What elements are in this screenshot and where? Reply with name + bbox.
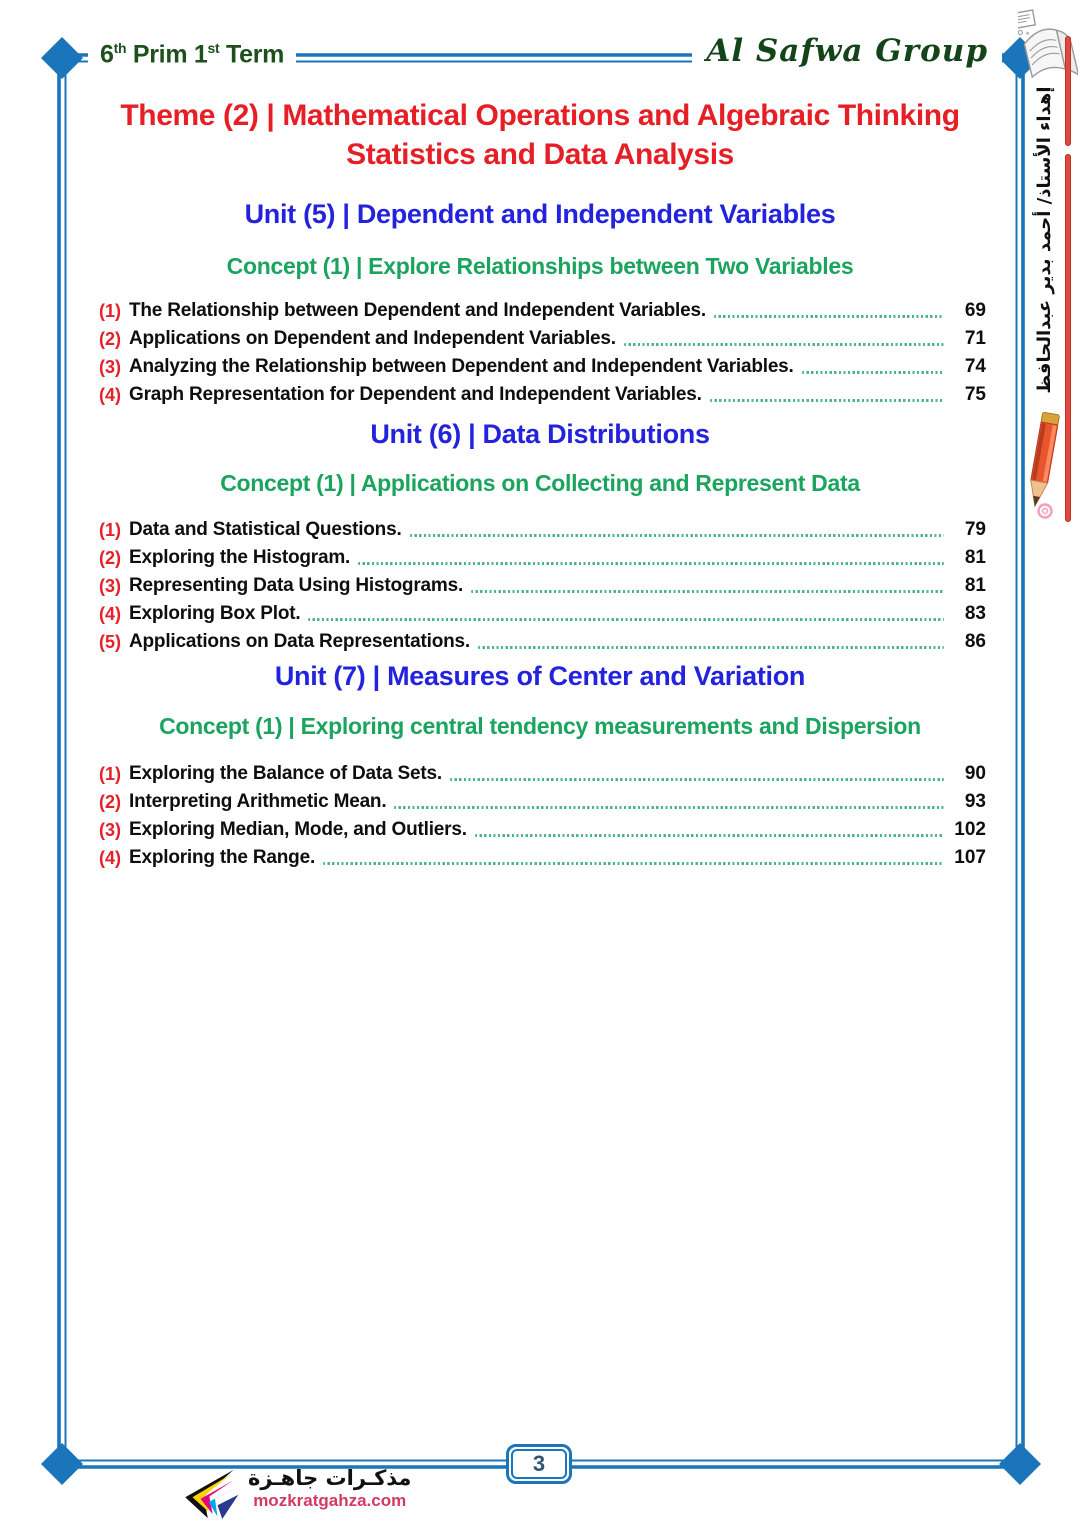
unit-5-heading: Unit (5) | Dependent and Independent Variables — [244, 199, 836, 229]
footer-logo — [182, 1466, 411, 1522]
item-page: 81 — [964, 575, 986, 596]
toc-row — [99, 516, 986, 544]
item-page: 75 — [964, 384, 986, 405]
logo-arabic-name: مذكـرات جاهـزة — [248, 1466, 412, 1490]
toc-row — [99, 297, 986, 325]
leader-dots — [358, 562, 944, 565]
leader-dots — [308, 618, 944, 621]
item-number: (3) — [99, 575, 121, 596]
unit-6-heading: Unit (6) | Data Distributions — [370, 419, 710, 449]
item-page: 71 — [964, 328, 986, 349]
item-page: 83 — [964, 603, 986, 624]
item-title: Data and Statistical Questions. — [129, 519, 402, 540]
leader-dots — [710, 399, 944, 402]
item-number: (2) — [99, 328, 121, 349]
item-title: Exploring the Balance of Data Sets. — [129, 763, 442, 784]
item-number: (1) — [99, 519, 121, 540]
leader-dots — [478, 646, 944, 649]
leader-dots — [323, 862, 944, 865]
item-number: (2) — [99, 791, 121, 812]
logo-website: mozkratgahza.com — [253, 1491, 407, 1510]
item-title: Applications on Dependent and Independent Variables. — [129, 328, 616, 349]
toc-row — [99, 760, 986, 788]
item-title: Applications on Data Representations. — [129, 631, 470, 652]
leader-dots — [450, 778, 944, 781]
item-page: 81 — [964, 547, 986, 568]
theme-title — [70, 96, 1010, 174]
toc-row — [99, 381, 986, 409]
leader-dots — [471, 590, 944, 593]
item-number: (1) — [99, 763, 121, 784]
item-number: (3) — [99, 356, 121, 377]
logo-arrow-icon — [182, 1466, 240, 1522]
item-title: Graph Representation for Dependent and Independent Variables. — [129, 384, 702, 405]
leader-dots — [475, 834, 944, 837]
item-number: (4) — [99, 603, 121, 624]
item-title: Analyzing the Relationship between Dependent and Independent Variables. — [129, 356, 794, 377]
logo-texts — [248, 1466, 411, 1511]
item-title: Interpreting Arithmetic Mean. — [129, 791, 387, 812]
dedication-text-wrap — [1026, 62, 1064, 418]
header-brand: Al Safwa Group — [692, 33, 1002, 69]
item-number: (4) — [99, 847, 121, 868]
pencil-icon — [1022, 408, 1064, 520]
item-page: 93 — [964, 791, 986, 812]
theme-title-line1: Theme (2) | Mathematical Operations and Algebraic Thinking — [120, 99, 960, 132]
leader-dots — [394, 806, 944, 809]
leader-dots — [410, 534, 944, 537]
toc-unit-7 — [99, 760, 986, 872]
toc-row — [99, 788, 986, 816]
item-title: Exploring the Histogram. — [129, 547, 351, 568]
item-page: 102 — [954, 819, 986, 840]
item-number: (2) — [99, 547, 121, 568]
item-title: Representing Data Using Histograms. — [129, 575, 464, 596]
toc-row — [99, 353, 986, 381]
toc-row — [99, 544, 986, 572]
toc-unit-5 — [99, 297, 986, 409]
dedication-strip — [1002, 0, 1080, 560]
margin-red-line — [1065, 154, 1071, 522]
toc-row — [99, 816, 986, 844]
item-number: (4) — [99, 384, 121, 405]
item-page: 74 — [964, 356, 986, 377]
item-title: Exploring the Range. — [129, 847, 316, 868]
unit-7-concept-heading: Concept (1) | Exploring central tendency measurements and Dispersion — [159, 713, 921, 739]
item-title: Exploring Median, Mode, and Outliers. — [129, 819, 467, 840]
item-page: 90 — [964, 763, 986, 784]
leader-dots — [624, 343, 944, 346]
item-title: Exploring Box Plot. — [129, 603, 301, 624]
toc-unit-6 — [99, 516, 986, 656]
leader-dots — [714, 315, 944, 318]
item-page: 69 — [964, 300, 986, 321]
item-page: 86 — [964, 631, 986, 652]
toc-row — [99, 325, 986, 353]
toc-row — [99, 600, 986, 628]
dedication-text: إهداء الأستاذ/ أحمد بدير عبدالحافظ — [1034, 86, 1055, 394]
leader-dots — [802, 371, 944, 374]
toc-row — [99, 572, 986, 600]
item-title: The Relationship between Dependent and Independent Variables. — [129, 300, 706, 321]
item-number: (1) — [99, 300, 121, 321]
toc-row — [99, 628, 986, 656]
header-grade-term: 6th Prim 1st Term — [88, 40, 296, 69]
unit-5-concept-heading: Concept (1) | Explore Relationships between Two Variables — [226, 253, 854, 279]
margin-red-line — [1065, 36, 1071, 146]
theme-title-line2: Statistics and Data Analysis — [346, 138, 734, 171]
toc-row — [99, 844, 986, 872]
page-number-box — [506, 1444, 572, 1484]
unit-7-heading: Unit (7) | Measures of Center and Variation — [274, 661, 806, 691]
page-number: 3 — [511, 1449, 567, 1479]
item-page: 107 — [954, 847, 986, 868]
item-number: (3) — [99, 819, 121, 840]
item-number: (5) — [99, 631, 121, 652]
item-page: 79 — [964, 519, 986, 540]
unit-6-concept-heading: Concept (1) | Applications on Collecting and Represent Data — [220, 470, 860, 496]
